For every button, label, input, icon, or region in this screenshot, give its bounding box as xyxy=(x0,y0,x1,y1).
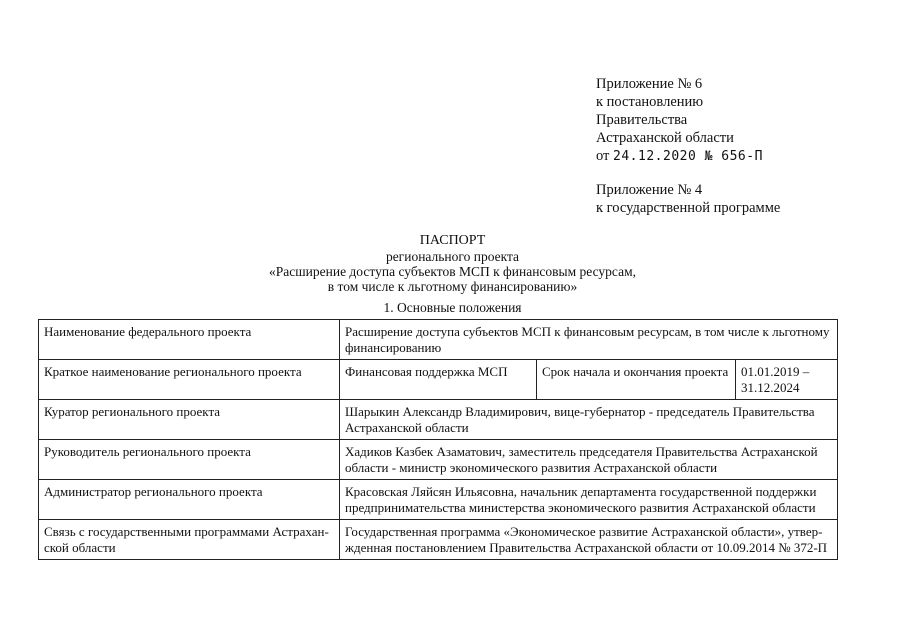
appendix-4-number: Приложение № 4 xyxy=(596,182,703,198)
appendix-4-block xyxy=(596,181,780,217)
passport-table xyxy=(38,319,838,560)
appendix-6-date-line xyxy=(596,147,763,166)
project-name-line-2: в том числе к льготному финансированию» xyxy=(327,279,578,294)
project-head-value: Хадиков Казбек Азаматович, заместитель председателя Правительства Астраханской области - министр экономического развития Астраханской области xyxy=(340,440,838,480)
table-row xyxy=(39,480,838,520)
document-title: ПАСПОРТ xyxy=(419,233,486,248)
project-name-line-1: «Расширение доступа субъектов МСП к финансовым ресурсам, xyxy=(269,264,636,279)
appendix-6-block xyxy=(596,75,763,166)
appendix-4-to-program: к государственной программе xyxy=(596,200,781,216)
document-title-block xyxy=(0,232,905,294)
curator-value: Шарыкин Александр Владимирович, вице-губернатор - председатель Правительства Астраханской области xyxy=(340,400,838,440)
table-row xyxy=(39,440,838,480)
federal-project-label: Наименование федерального проекта xyxy=(39,320,340,360)
table-row xyxy=(39,400,838,440)
project-head-label: Руководитель регионального проекта xyxy=(39,440,340,480)
short-name-value: Финансовая поддержка МСП xyxy=(340,360,537,400)
state-programs-label: Связь с государственными программами Астраханской области xyxy=(39,520,340,560)
appendix-6-region: Астраханской области xyxy=(596,130,734,146)
administrator-value: Красовская Ляйсян Ильясовна, начальник департамента государственной поддержки предпринимательства министерства экономического развития Астраханской области xyxy=(340,480,838,520)
table-row xyxy=(39,360,838,400)
document-subtitle: регионального проекта xyxy=(385,249,520,264)
administrator-label: Администратор регионального проекта xyxy=(39,480,340,520)
table-row xyxy=(39,520,838,560)
table-row xyxy=(39,320,838,360)
appendix-6-to-resolution: к постановлению xyxy=(596,94,704,110)
appendix-6-date-prefix: от xyxy=(596,148,610,164)
section-heading: 1. Основные положения xyxy=(383,300,522,315)
federal-project-value: Расширение доступа субъектов МСП к финансовым ресурсам, в том числе к льготному финансированию xyxy=(340,320,838,360)
appendix-6-number: Приложение № 6 xyxy=(596,76,703,92)
state-programs-value: Государственная программа «Экономическое развитие Астраханской области», утвержденная постановлением Правительства Астраханской области от 10.09.2014 № 372-П xyxy=(340,520,838,560)
short-name-label: Краткое наименование регионального проекта xyxy=(39,360,340,400)
appendix-6-government: Правительства xyxy=(596,112,688,128)
project-term-value: 01.01.2019 – 31.12.2024 xyxy=(736,360,838,400)
curator-label: Куратор регионального проекта xyxy=(39,400,340,440)
project-term-label: Срок начала и окончания проекта xyxy=(537,360,736,400)
appendix-6-date-stamp: 24.12.2020 № 656-П xyxy=(613,149,763,164)
